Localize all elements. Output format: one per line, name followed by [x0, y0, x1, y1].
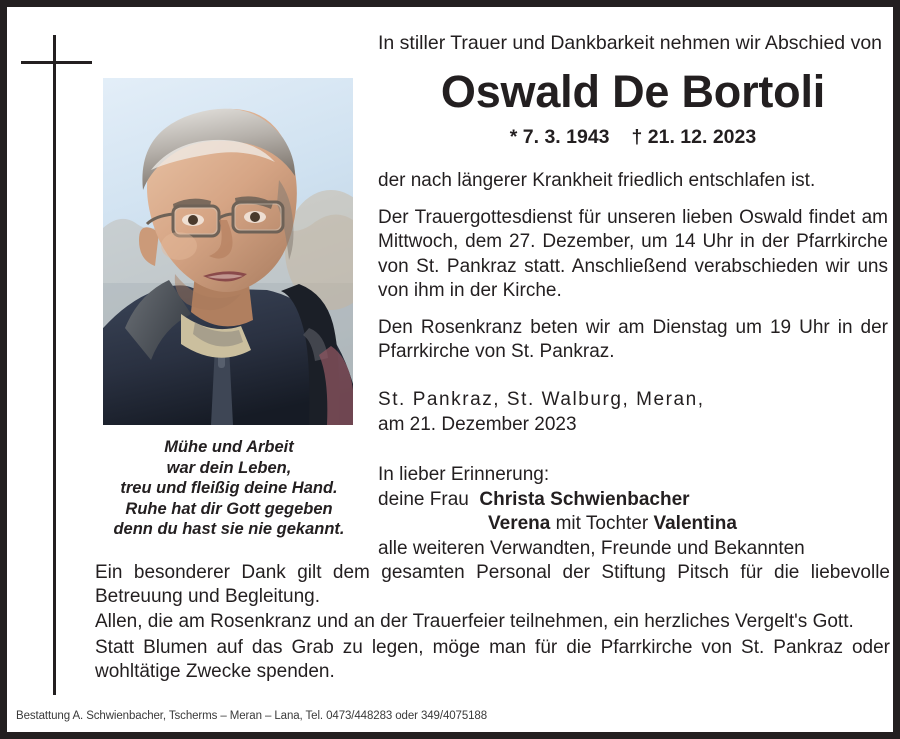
rosary-details: Den Rosenkranz beten wir am Dienstag um 19 Uhr in der Pfarrkirche von St. Pankraz. [378, 317, 888, 363]
death-statement: der nach längerer Krankheit friedlich entschlafen ist. [378, 170, 816, 191]
memory-line-others: alle weiteren Verwandten, Freunde und Bekannten [378, 537, 805, 559]
memory-heading: In lieber Erinnerung: [378, 464, 550, 486]
poem-line-5: denn du hast sie nie gekannt. [113, 520, 345, 538]
survivors-block [378, 463, 888, 561]
death-date: † 21. 12. 2023 [631, 126, 757, 148]
attendees-paragraph: Allen, die am Rosenkranz und an der Trauerfeier teilnehmen, ein herzliches Vergelt's Gott. [95, 611, 854, 633]
places-block [378, 388, 888, 437]
memory-line-wife [378, 488, 888, 513]
poem-line-4: Ruhe hat dir Gott gegeben [125, 499, 333, 518]
portrait-illustration [103, 78, 353, 425]
funeral-home-footer: Bestattung A. Schwienbacher, Tscherms – Meran – Lana, Tel. 0473/448283 oder 349/4075188 [16, 710, 488, 722]
main-text-column [378, 31, 888, 561]
memory-daughter-mid: mit Tochter [555, 513, 649, 535]
thanks-paragraph: Ein besonderer Dank gilt dem gesamten Personal der Stiftung Pitsch für die liebevolle Betreuung und Begleitung. [95, 562, 890, 608]
notice-inner [7, 7, 893, 732]
poem-block [95, 437, 363, 540]
service-details: Der Trauergottesdienst für unseren lieben Oswald findet am Mittwoch, dem 27. Dezember, um 14 Uhr in der Pfarrkirche von St. Pankraz statt. Anschließend verabschieden wir uns von ihm in der Kirche. [378, 207, 888, 301]
cross-vertical-bar [53, 35, 56, 695]
donations-paragraph: Statt Blumen auf das Grab zu legen, möge man für die Pfarrkirche von St. Pankraz oder wohltätige Zwecke spenden. [95, 636, 890, 682]
deceased-name: Oswald De Bortoli [440, 66, 826, 117]
poem-line-1: Mühe und Arbeit [164, 438, 294, 456]
cross-horizontal-bar [21, 61, 92, 64]
memory-line-daughter [378, 512, 888, 537]
places-date: am 21. Dezember 2023 [378, 413, 577, 435]
places-line: St. Pankraz, St. Walburg, Meran, [378, 389, 705, 411]
memory-wife-name: Christa Schwienbacher [479, 488, 690, 510]
birth-date: * 7. 3. 1943 [509, 126, 610, 148]
portrait-photo [103, 78, 353, 425]
poem-line-3: treu und fleißig deine Hand. [120, 479, 338, 497]
memory-wife-prefix: deine Frau [378, 488, 469, 510]
poem-line-2: war dein Leben, [166, 458, 292, 477]
intro-text: In stiller Trauer und Dankbarkeit nehmen wir Abschied von [378, 32, 883, 54]
memory-granddaughter-name: Valentina [653, 513, 737, 535]
life-dates [378, 125, 888, 149]
memory-daughter-name: Verena [488, 513, 551, 535]
closing-text-block [95, 561, 890, 684]
